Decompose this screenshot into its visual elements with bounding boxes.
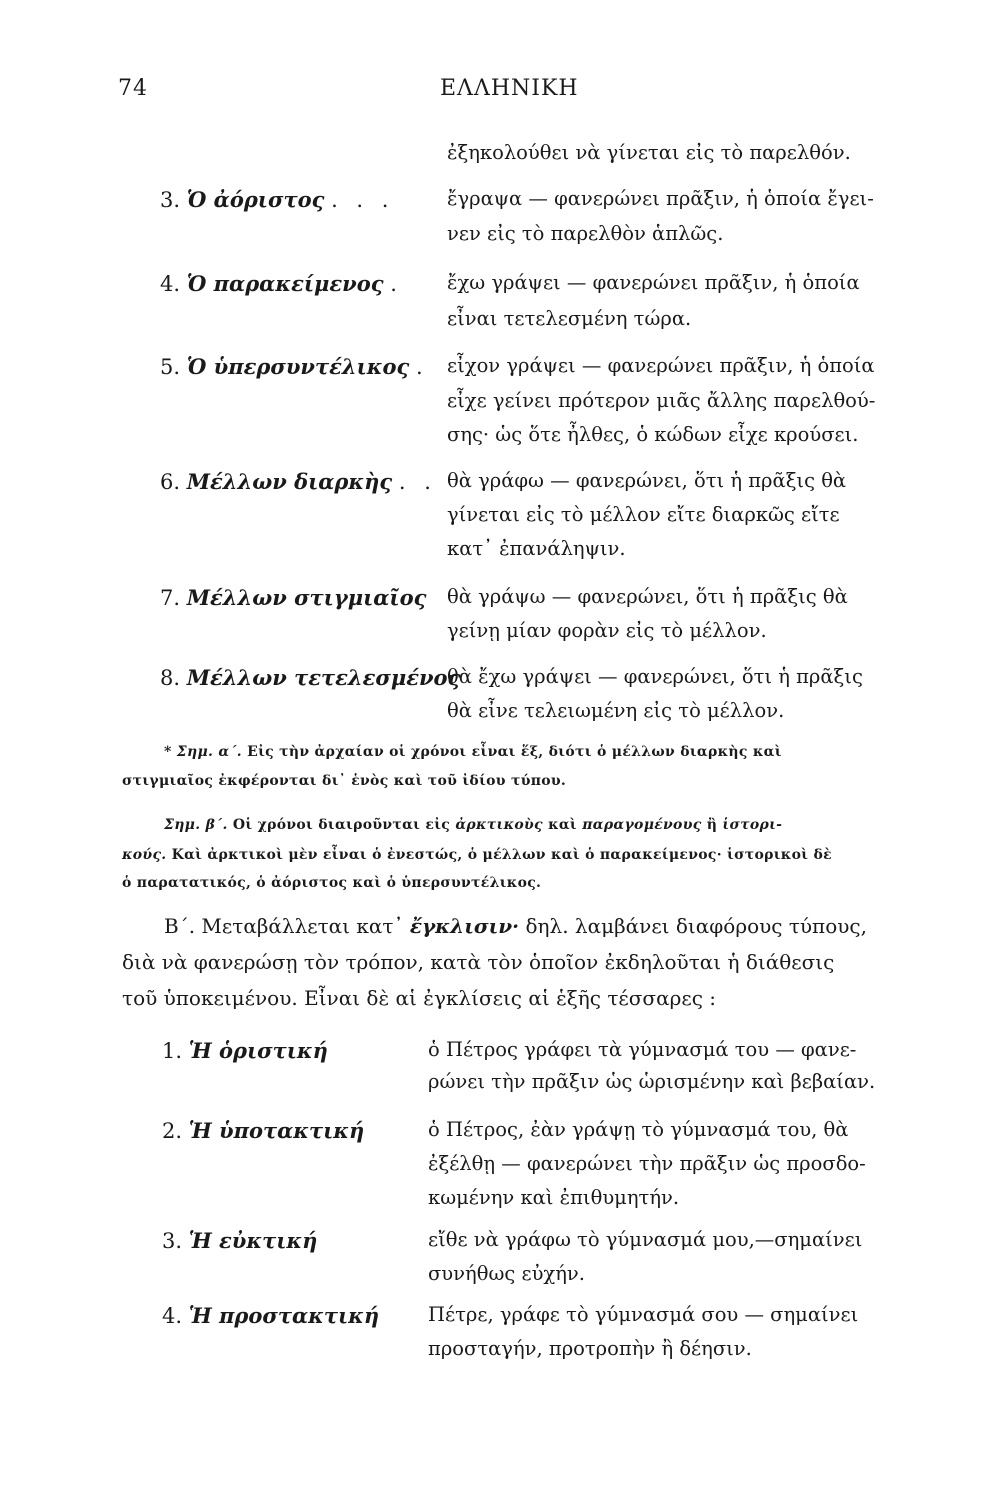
tense-5-number: 5. (160, 355, 181, 379)
mood-3-term (162, 1230, 317, 1252)
mood-4-term (162, 1305, 379, 1327)
tense-3-line-2: νεν εἰς τὸ παρελθὸν ἁπλῶς. (447, 222, 724, 245)
tense-5-term (160, 356, 429, 378)
tense-6-number: 6. (160, 470, 181, 494)
mood-3-line-1: εἴθε νὰ γράφω τὸ γύμνασμά μου,—σημαίνει (428, 1228, 863, 1251)
mood-4-line-1: Πέτρε, γράφε τὸ γύμνασμά σου — σημαίνει (428, 1303, 859, 1326)
tense-5-leader: . (415, 355, 429, 379)
page-number: 74 (118, 76, 148, 101)
tense-4-number: 4. (160, 272, 181, 296)
mood-1-name: Ἡ ὁριστική (188, 1038, 328, 1063)
page-header (118, 76, 918, 106)
tense-4-leader: . (390, 272, 403, 296)
note-b-term-paragomenous: παραγομένους (582, 817, 702, 833)
mood-1-term (162, 1040, 328, 1062)
section-b-line-3: τοῦ ὑποκειμένου. Εἶναι δὲ αἱ ἐγκλίσεις αἱ ἑξῆς τέσσαρες : (122, 986, 717, 1010)
tense-8-name: Μέλλων τετελεσμένος (186, 665, 461, 690)
tense-5-name: Ὁ ὑπερσυντέλικος (186, 354, 410, 379)
section-b-text-1a: Β΄. Μεταβάλλεται κατ᾽ (164, 914, 404, 938)
mood-4-line-2: προσταγήν, προτροπὴν ἢ δέησιν. (428, 1337, 752, 1360)
tense-3-name: Ὁ ἀόριστος (186, 187, 325, 212)
tense-3-term (160, 189, 394, 211)
tense-5-line-1: εἶχον γράψει — φανερώνει πρᾶξιν, ἡ ὁποία (447, 354, 875, 377)
running-title: ΕΛΛΗΝΙΚΗ (440, 76, 579, 101)
mood-1-number: 1. (162, 1039, 183, 1063)
tense-4-name: Ὁ παρακείμενος (186, 271, 384, 296)
tense-3-number: 3. (160, 188, 181, 212)
tense-7-line-2: γείνῃ μίαν φορὰν εἰς τὸ μέλλον. (447, 619, 767, 642)
note-b-label: Σημ. β΄. (164, 817, 228, 833)
tense-5-line-2: εἶχε γείνει πρότερον μιᾶς ἄλλης παρελθού- (447, 389, 876, 412)
mood-4-name: Ἡ προστακτική (188, 1303, 380, 1328)
note-b-conj-1: καὶ (548, 817, 578, 833)
tense-8-term (160, 667, 460, 689)
mood-2-line-3: κωμένην καὶ ἐπιθυμητήν. (428, 1186, 680, 1209)
mood-2-line-1: ὁ Πέτρος, ἐὰν γράψῃ τὸ γύμνασμά του, θὰ (428, 1118, 849, 1141)
note-a-text-1: Εἰς τὴν ἀρχαίαν οἱ χρόνοι εἶναι ἕξ, διότι ὁ μέλλων διαρκὴς καὶ (247, 744, 782, 760)
note-b-text-2: Καὶ ἀρκτικοὶ μὲν εἶναι ὁ ἐνεστώς, ὁ μέλλων καὶ ὁ παρακείμενος· ἱστορικοὶ δὲ (171, 847, 832, 863)
mood-1-line-2: ρώνει τὴν πρᾶξιν ὡς ὡρισμένην καὶ βεβαίαν. (428, 1070, 876, 1093)
note-a-line-1 (164, 745, 782, 759)
tense-5-line-3: σης· ὡς ὅτε ἦλθες, ὁ κώδων εἶχε κρούσει. (447, 423, 859, 446)
note-b-line-1 (164, 818, 782, 832)
tense-4-term (160, 273, 403, 295)
section-b-text-1b: δηλ. λαμβάνει διαφόρους τύπους, (525, 914, 867, 938)
tense-6-line-2: γίνεται εἰς τὸ μέλλον εἴτε διαρκῶς εἴτε (447, 503, 840, 526)
section-b-line-2: διὰ νὰ φανερώσῃ τὸν τρόπον, κατὰ τὸν ὁποῖον ἐκδηλοῦται ἡ διάθεσις (122, 950, 835, 974)
tense-8-line-1: θὰ ἔχω γράψει — φανερώνει, ὅτι ἡ πρᾶξις (447, 665, 863, 688)
mood-1-line-1: ὁ Πέτρος γράφει τὰ γύμνασμά του — φανε- (428, 1038, 857, 1061)
mood-2-number: 2. (162, 1119, 183, 1143)
tense-3-line-1: ἔγραψα — φανερώνει πρᾶξιν, ἡ ὁποία ἔγει- (447, 187, 874, 210)
note-b-line-3: ὁ παρατατικός, ὁ ἀόριστος καὶ ὁ ὑπερσυντέλικος. (122, 875, 542, 891)
note-b-term-cont: κούς. (122, 847, 167, 863)
tense-7-name: Μέλλων στιγμιαῖος (186, 585, 427, 610)
tense-6-term (160, 471, 437, 493)
mood-3-number: 3. (162, 1229, 183, 1253)
tense-4-line-1: ἔχω γράψει — φανερώνει πρᾶξιν, ἡ ὁποία (447, 271, 860, 294)
note-b-term-istorikous: ἱστορι- (722, 817, 783, 833)
mood-2-line-2: ἐξέλθῃ — φανερώνει τὴν πρᾶξιν ὡς προσδο- (428, 1152, 866, 1175)
tense-6-line-1: θὰ γράφω — φανερώνει, ὅτι ἡ πρᾶξις θὰ (447, 469, 847, 492)
note-b-conj-2: ἢ (706, 817, 718, 833)
note-b-line-2 (122, 848, 832, 862)
note-a-label: * Σημ. α΄. (164, 744, 242, 760)
tense-8-line-2: θὰ εἶνε τελειωμένη εἰς τὸ μέλλον. (447, 699, 785, 722)
mood-4-number: 4. (162, 1304, 183, 1328)
note-a-line-2: στιγμιαῖος ἐκφέρονται δι᾽ ἑνὸς καὶ τοῦ ἰδίου τύπου. (122, 773, 567, 789)
section-b-term: ἔγκλισιν· (409, 914, 520, 938)
tense-8-number: 8. (160, 666, 181, 690)
tense-7-term (160, 587, 426, 609)
tense-6-leader: . . (398, 470, 437, 494)
mood-2-name: Ἡ ὑποτακτική (188, 1118, 365, 1143)
section-b-line-1 (164, 916, 867, 936)
tense-3-leader: . . . (331, 188, 395, 212)
tense-6-name: Μέλλων διαρκὴς (186, 469, 393, 494)
mood-2-term (162, 1120, 364, 1142)
note-b-text-1: Οἱ χρόνοι διαιροῦνται εἰς (232, 817, 451, 833)
tense-4-line-2: εἶναι τετελεσμένη τώρα. (447, 307, 692, 330)
mood-3-name: Ἡ εὐκτική (188, 1228, 318, 1253)
tense-6-line-3: κατ᾽ ἐπανάληψιν. (447, 537, 626, 560)
tense-7-line-1: θὰ γράψω — φανερώνει, ὅτι ἡ πρᾶξις θὰ (447, 585, 848, 608)
mood-3-line-2: συνήθως εὐχήν. (428, 1262, 585, 1285)
tense-2-continuation: ἐξηκολούθει νὰ γίνεται εἰς τὸ παρελθόν. (447, 141, 851, 164)
tense-7-number: 7. (160, 586, 181, 610)
note-b-term-arktikous: ἀρκτικοὺς (455, 817, 543, 833)
